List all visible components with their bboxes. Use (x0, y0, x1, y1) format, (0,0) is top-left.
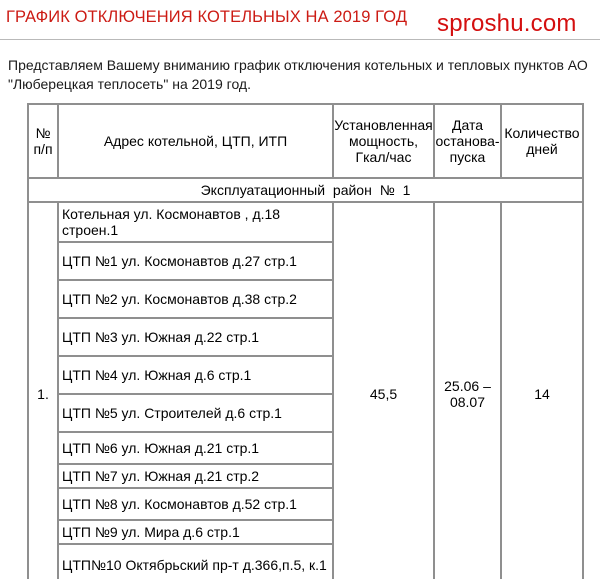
district-label: Эксплуатационный район № 1 (28, 178, 583, 202)
address-cell: ЦТП№10 Октябрьский пр-т д.366,п.5, к.1 (58, 544, 333, 579)
district-row (28, 178, 583, 202)
days-cell: 14 (501, 202, 583, 579)
site-watermark: sproshu.com (437, 10, 577, 37)
address-cell: ЦТП №8 ул. Космонавтов д.52 стр.1 (58, 488, 333, 520)
date-cell (434, 202, 501, 579)
address-cell: ЦТП №4 ул. Южная д.6 стр.1 (58, 356, 333, 394)
address-cell: ЦТП №9 ул. Мира д.6 стр.1 (58, 520, 333, 544)
date-value: 25.06 – 08.07 (444, 378, 491, 410)
title-divider (0, 39, 600, 40)
intro-line-2: "Люберецкая теплосеть" на 2019 год. (8, 76, 251, 92)
page-title: ГРАФИК ОТКЛЮЧЕНИЯ КОТЕЛЬНЫХ НА 2019 ГОД (6, 8, 408, 26)
address-cell: Котельная ул. Космонавтов , д.18 строен.1 (58, 202, 333, 242)
address-cell: ЦТП №2 ул. Космонавтов д.38 стр.2 (58, 280, 333, 318)
table-row (28, 202, 583, 242)
shutdown-schedule-table (27, 103, 584, 579)
address-cell: ЦТП №3 ул. Южная д.22 стр.1 (58, 318, 333, 356)
intro-line-1: Представляем Вашему вниманию график отключения котельных и тепловых пунктов АО (8, 57, 588, 73)
address-cell: ЦТП №6 ул. Южная д.21 стр.1 (58, 432, 333, 464)
row-number: 1. (28, 202, 58, 579)
column-header-number: № п/п (28, 104, 58, 178)
table-header-row (28, 104, 583, 178)
intro-text (8, 56, 588, 94)
column-header-capacity: Установленная мощность, Гкал/час (333, 104, 434, 178)
column-header-address: Адрес котельной, ЦТП, ИТП (58, 104, 333, 178)
address-cell: ЦТП №5 ул. Строителей д.6 стр.1 (58, 394, 333, 432)
column-header-date: Дата останова-пуска (434, 104, 501, 178)
column-header-days: Количество дней (501, 104, 583, 178)
capacity-cell: 45,5 (333, 202, 434, 579)
address-cell: ЦТП №1 ул. Космонавтов д.27 стр.1 (58, 242, 333, 280)
address-cell: ЦТП №7 ул. Южная д.21 стр.2 (58, 464, 333, 488)
